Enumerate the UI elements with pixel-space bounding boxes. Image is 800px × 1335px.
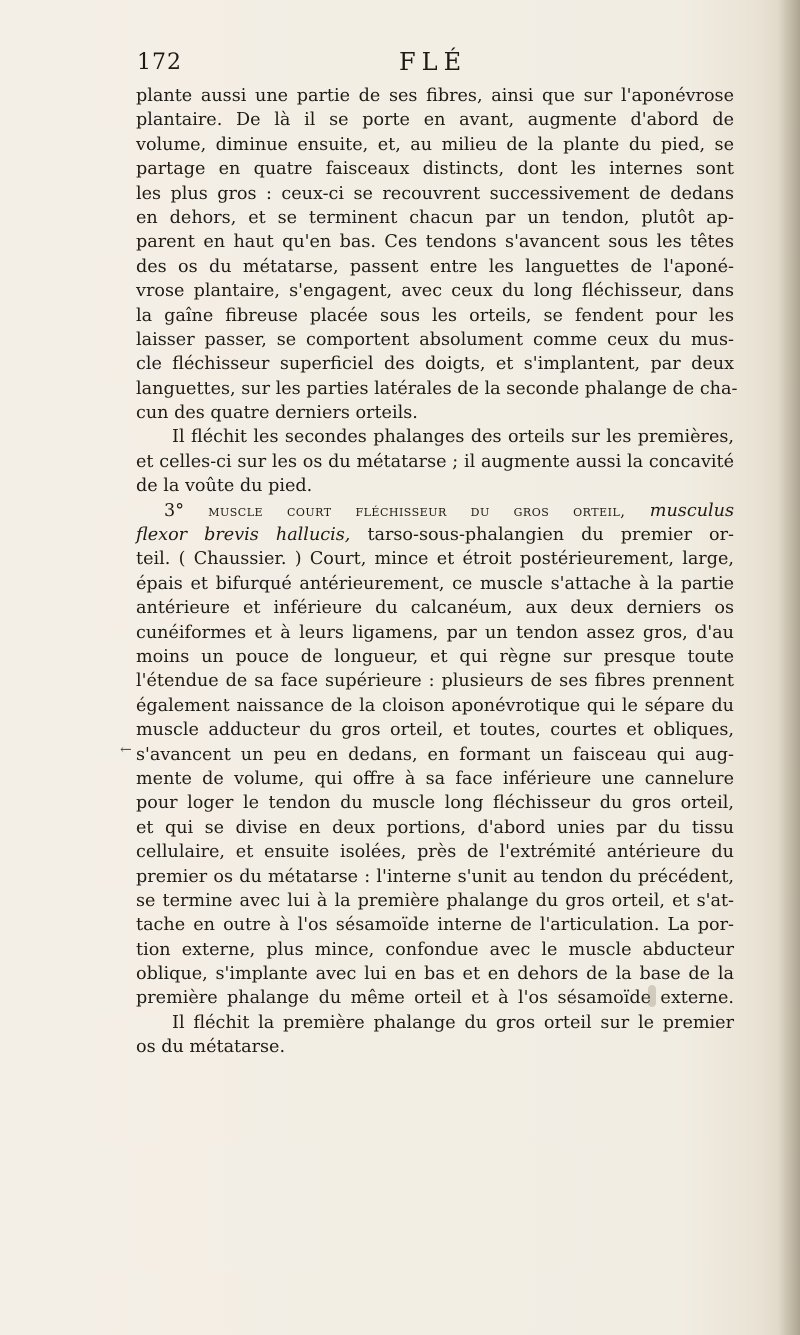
page-header: [137, 50, 697, 84]
text-line: cun des quatre derniers orteils.: [136, 403, 418, 424]
text-line: muscle adducteur du gros orteil, et toutes, courtes et obliques,: [136, 720, 734, 741]
text-line: volume, diminue ensuite, et, au milieu de la plante du pied, se: [136, 134, 734, 155]
text-line: pour loger le tendon du muscle long fléchisseur du gros orteil,: [136, 793, 734, 814]
text-line: [136, 523, 734, 547]
text-line: antérieure et inférieure du calcanéum, aux deux derniers os: [136, 598, 734, 619]
text-line: moins un pouce de longueur, et qui règne sur presque toute: [136, 646, 734, 667]
section-title: muscle court fléchisseur du gros orteil,: [208, 501, 626, 520]
text-line: teil. ( Chaussier. ) Court, mince et étroit postérieurement, large,: [136, 549, 734, 570]
text-line: oblique, s'implante avec lui en bas et en dehors de la base de la: [136, 964, 734, 985]
text-line: os du métatarse.: [136, 1037, 286, 1058]
page-edge-shadow: [778, 0, 800, 1335]
text-line: mente de volume, qui offre à sa face inférieure une cannelure: [136, 768, 734, 789]
latin-name-part: musculus: [649, 500, 735, 521]
text-line: cunéiformes et à leurs ligamens, par un tendon assez gros, d'au: [136, 622, 734, 643]
text-line: plante aussi une partie de ses fibres, ainsi que sur l'aponévrose: [136, 86, 734, 106]
text-line: des os du métatarse, passent entre les languettes de l'aponé-: [136, 256, 734, 277]
text-line: en dehors, et se terminent chacun par un tendon, plutôt ap-: [136, 207, 734, 228]
text-line: cellulaire, et ensuite isolées, près de l'extrémité antérieure du: [136, 842, 734, 863]
text-line: se termine avec lui à la première phalange du gros orteil, et s'at-: [136, 890, 734, 911]
text-line: Il fléchit les secondes phalanges des orteils sur les premières,: [172, 427, 734, 448]
text-line: premier os du métatarse : l'interne s'unit au tendon du précédent,: [136, 866, 734, 887]
running-head: FLÉ: [399, 48, 468, 76]
paper-stain: [648, 985, 656, 1007]
text-line: plantaire. De là il se porte en avant, augmente d'abord de: [136, 110, 734, 131]
text-line: de la voûte du pied.: [136, 476, 313, 497]
text-line: tache en outre à l'os sésamoïde interne de l'articulation. La por-: [136, 915, 734, 936]
section-number: 3°: [164, 500, 184, 521]
text-line: et qui se divise en deux portions, d'abord unies par du tissu: [136, 817, 734, 838]
text-line: tion externe, plus mince, confondue avec le muscle abducteur: [136, 939, 734, 960]
margin-mark-icon: ←: [120, 742, 132, 758]
text-line: cle fléchisseur superficiel des doigts, et s'implantent, par deux: [136, 354, 734, 375]
body-text: [136, 84, 738, 1060]
section-heading-line: [136, 499, 734, 523]
text-line: épais et bifurqué antérieurement, ce muscle s'attache à la partie: [136, 573, 734, 594]
alternate-name: tarso-sous-phalangien du premier or-: [367, 525, 734, 546]
text-line: partage en quatre faisceaux distincts, dont les internes sont: [136, 159, 734, 180]
latin-name: flexor brevis hallucis,: [136, 525, 351, 546]
text-line: également naissance de la cloison aponévrotique qui le sépare du: [136, 695, 734, 716]
text-line: laisser passer, se comportent absolument comme ceux du mus-: [136, 329, 734, 350]
text-line: languettes, sur les parties latérales de la seconde phalange de cha-: [136, 378, 738, 399]
text-line: et celles-ci sur les os du métatarse ; il augmente aussi la concavité: [136, 451, 734, 472]
page-number: 172: [137, 50, 182, 75]
text-line: s'avancent un peu en dedans, en formant un faisceau qui aug-: [136, 744, 734, 765]
text-line: l'étendue de sa face supérieure : plusieurs de ses fibres prennent: [136, 671, 734, 692]
text-line: parent en haut qu'en bas. Ces tendons s'avancent sous les têtes: [136, 232, 734, 253]
text-line: première phalange du même orteil et à l'os sésamoïde externe.: [136, 988, 734, 1009]
text-line: les plus gros : ceux-ci se recouvrent successivement de dedans: [136, 183, 734, 204]
text-line: Il fléchit la première phalange du gros orteil sur le premier: [172, 1012, 734, 1033]
text-line: la gaîne fibreuse placée sous les orteils, se fendent pour les: [136, 305, 734, 326]
text-line: vrose plantaire, s'engagent, avec ceux du long fléchisseur, dans: [136, 281, 734, 302]
